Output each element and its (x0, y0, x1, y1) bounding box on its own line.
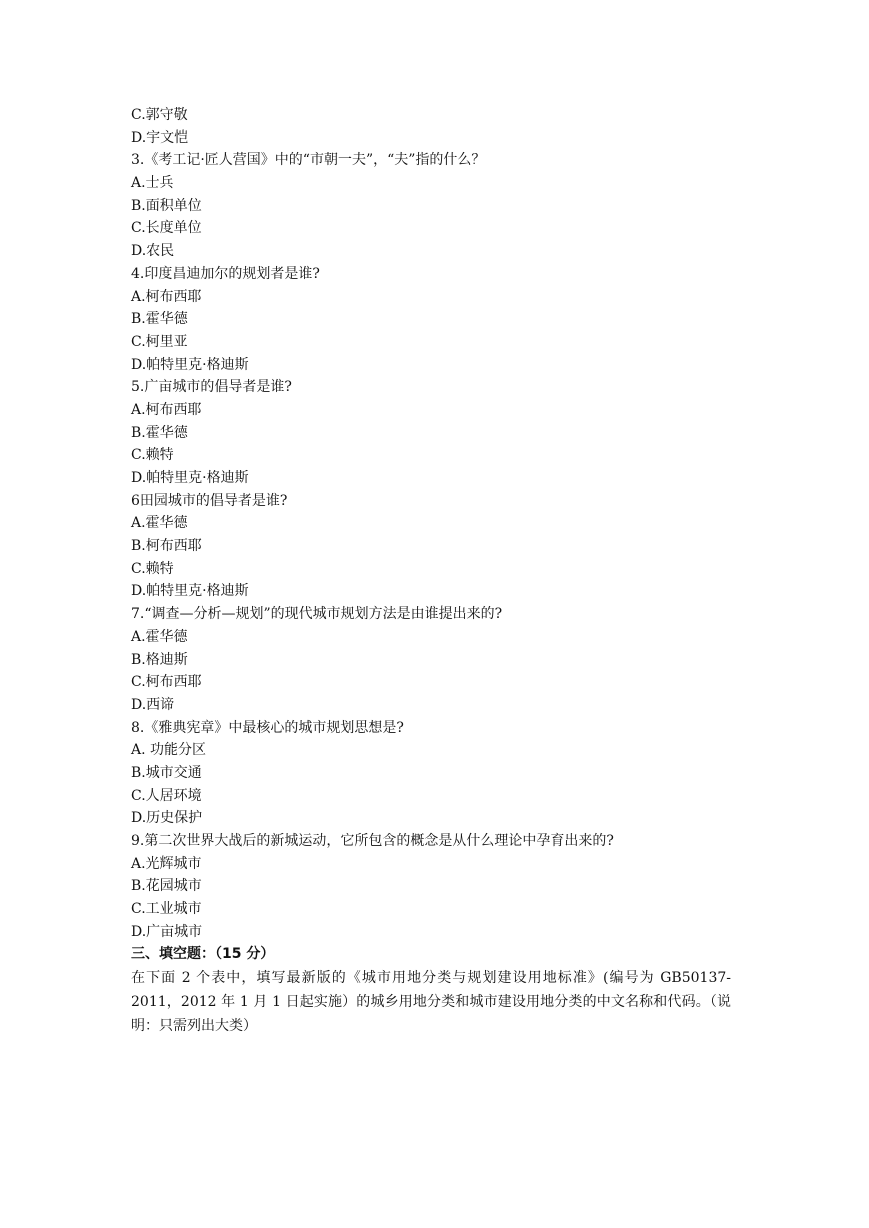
question-line: 7.“调查—分析—规划”的现代城市规划方法是由谁提出来的? (131, 606, 503, 623)
question-line: 5.广亩城市的倡导者是谁? (131, 379, 292, 396)
option-line: A.柯布西耶 (131, 288, 202, 305)
document-content (131, 104, 731, 1038)
option-line: B.花园城市 (131, 878, 202, 895)
option-line: B.城市交通 (131, 764, 202, 781)
option-line: C.赖特 (131, 560, 174, 577)
option-line: A.霍华德 (131, 515, 188, 532)
option-line: C.柯布西耶 (131, 674, 202, 691)
option-line: B.面积单位 (131, 197, 202, 214)
option-line: D.历史保护 (131, 810, 203, 827)
option-line: A.霍华德 (131, 628, 188, 645)
option-line: D.宇文恺 (131, 129, 189, 146)
option-line: C.郭守敬 (131, 107, 188, 123)
section-title: 三、填空题：（15 分） (131, 946, 275, 963)
option-line: D.广亩城市 (131, 923, 203, 940)
option-line: D.帕特里克·格迪斯 (131, 356, 249, 373)
option-line: A.柯布西耶 (131, 401, 202, 418)
question-line: 6田园城市的倡导者是谁? (131, 492, 288, 509)
question-line: 3.《考工记·匠人营国》中的“市朝一夫”，“夫”指的什么？ (131, 152, 486, 169)
option-line: D.农民 (131, 243, 175, 260)
option-line: B.格迪斯 (131, 651, 188, 668)
question-line: 4.印度昌迪加尔的规划者是谁? (131, 265, 320, 282)
question-line: 9.第二次世界大战后的新城运动，它所包含的概念是从什么理论中孕育出来的? (131, 833, 614, 849)
option-line: B.霍华德 (131, 311, 188, 328)
section-paragraph: 在下面 2 个表中，填写最新版的《城市用地分类与规划建设用地标准》(编号为 GB50137-2011，2012 年 1 月 1 日起实施）的城乡用地分类和城市建设用地分类的中文名称和代码。（说明：只需列出大类） (131, 970, 731, 1035)
option-line: C.长度单位 (131, 220, 202, 237)
option-line: A. 功能分区 (131, 742, 207, 759)
option-line: C.赖特 (131, 447, 174, 464)
option-line: C.柯里亚 (131, 333, 188, 350)
option-line: C.工业城市 (131, 901, 202, 918)
option-line: B.霍华德 (131, 424, 188, 441)
question-line: 8.《雅典宪章》中最核心的城市规划思想是? (131, 719, 404, 736)
option-line: D.帕特里克·格迪斯 (131, 583, 249, 600)
option-line: B.柯布西耶 (131, 538, 202, 555)
question-list (131, 104, 731, 943)
option-line: C.人居环境 (131, 787, 202, 804)
option-line: D.帕特里克·格迪斯 (131, 470, 249, 486)
option-line: A.光辉城市 (131, 855, 202, 872)
option-line: A.士兵 (131, 175, 174, 192)
option-line: D.西谛 (131, 696, 175, 713)
